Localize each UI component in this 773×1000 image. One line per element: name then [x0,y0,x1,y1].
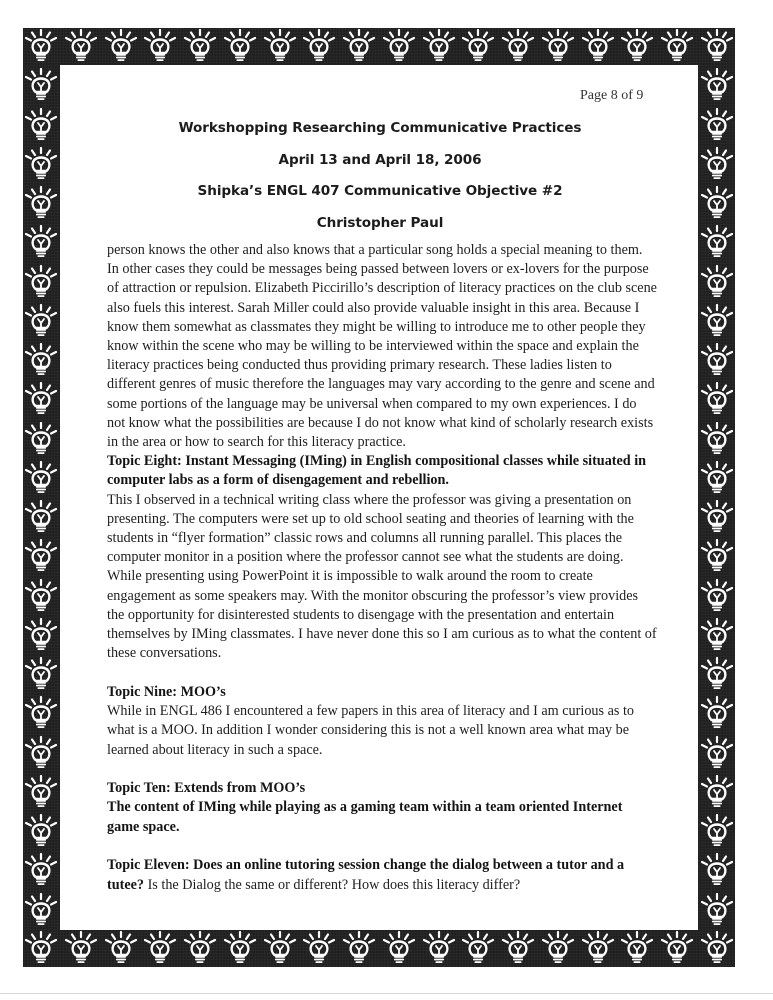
lightbulb-icon [699,185,735,221]
lightbulb-icon [699,695,735,731]
topic-eleven-heading: Topic Eleven: Does an online tutoring session change the dialog between a tutor and a tutee? [107,857,625,893]
lightbulb-icon [699,107,735,143]
lightbulb-icon [23,892,59,928]
lightbulb-icon [262,930,298,966]
lightbulb-icon [699,930,735,966]
topic-eleven-text: Is the Dialog the same or different? How does this literacy differ? [144,876,521,893]
lightbulb-icon [23,695,59,731]
lightbulb-icon [341,28,377,64]
lightbulb-icon [699,224,735,260]
lightbulb-icon [23,852,59,888]
lightbulb-icon [699,774,735,810]
lightbulb-icon [23,617,59,653]
lightbulb-icon [699,656,735,692]
author-name: Christopher Paul [316,214,444,231]
lightbulb-icon [182,28,218,64]
lightbulb-icon [23,185,59,221]
lightbulb-icon [699,892,735,928]
topic-eight-text: This I observed in a technical writing class where the professor was giving a presentation on presenting. The computers were set up to old school seating and theories of learning with the students in “flyer formation” classic rows and columns all running parallel. This places the computer monitor in a position where the professor cannot see what the students are doing. While presenting using PowerPoint it is impossible to walk around the room to create engagement as some speakers may. With the monitor obscuring the professor’s view provides the opportunity for disinterested students to disengage with the presentation and entertain themselves by IMing classmates. I have never done this so I am curious as to what the content of these conversations. [107,491,657,662]
topic-ten-heading: Topic Ten: Extends from MOO’s [107,780,306,797]
lightbulb-icon [23,813,59,849]
lightbulb-icon [23,224,59,260]
lightbulb-icon [699,617,735,653]
lightbulb-icon [63,28,99,64]
lightbulb-icon [23,656,59,692]
lightbulb-icon [699,813,735,849]
lightbulb-icon [301,28,337,64]
lightbulb-icon [619,28,655,64]
lightbulb-icon [23,538,59,574]
lightbulb-icon [381,930,417,966]
lightbulb-icon [580,28,616,64]
topic-eight-heading: Topic Eight: Instant Messaging (IMing) in English compositional classes while situated in computer labs as a form of disengagement and rebellion. [107,453,647,489]
lightbulb-icon [142,28,178,64]
lightbulb-icon [103,930,139,966]
document-header [100,117,660,243]
lightbulb-icon [23,421,59,457]
lightbulb-icon [699,381,735,417]
course-objective: Shipka’s ENGL 407 Communicative Objective #2 [197,183,563,199]
lightbulb-icon [699,578,735,614]
lightbulb-icon [500,28,536,64]
lightbulb-icon [23,303,59,339]
lightbulb-icon [142,930,178,966]
document-body [107,241,657,895]
topic-nine-text: While in ENGL 486 I encountered a few papers in this area of literacy and I am curious as to what is a MOO. In addition I wonder considering this is not a well known area what may be learned about literacy in such a space. [107,703,634,758]
lightbulb-icon [23,28,59,64]
lightbulb-icon [222,28,258,64]
lightbulb-icon [222,930,258,966]
lightbulb-icon [23,499,59,535]
lightbulb-icon [460,28,496,64]
lightbulb-icon [23,930,59,966]
paragraph-gap [107,663,657,683]
lightbulb-icon [699,146,735,182]
topic-ten-subheading: The content of IMing while playing as a gaming team within a team oriented Internet game space. [107,799,623,835]
lightbulb-icon [23,67,59,103]
document-dates: April 13 and April 18, 2006 [278,151,482,168]
lightbulb-icon [421,28,457,64]
lightbulb-icon [23,264,59,300]
lightbulb-icon [381,28,417,64]
lightbulb-icon [699,67,735,103]
lightbulb-icon [23,381,59,417]
document-title: Workshopping Researching Communicative Practices [178,120,582,136]
paragraph-gap [107,837,657,857]
page-number: Page 8 of 9 [580,88,644,103]
lightbulb-icon [500,930,536,966]
lightbulb-icon [103,28,139,64]
topic-nine-heading: Topic Nine: MOO’s [107,683,226,700]
lightbulb-icon [699,460,735,496]
intro-paragraph: person knows the other and also knows that a particular song holds a special meaning to them. In other cases they could be messages being passed between lovers or ex-lovers for the purpose of attraction or repulsion. Elizabeth Piccirillo’s description of literacy practices on the club scene also fuels this interest. Sarah Miller could also provide valuable insight in this area. Because I know them somewhat as classmates they might be willing to introduce me to other people they know within the scene who may be willing to be interviewed within the space and explain the literacy practices being conducted thus providing primary research. These ladies listen to different genres of music therefore the languages may vary according to the genre and scene and some portions of the language may be universal when compared to my own experiences. I do not know what the possibilities are because I do not know what kind of scholarly research exists in the area or how to search for this literacy practice. [107,242,657,451]
lightbulb-icon [540,930,576,966]
lightbulb-icon [699,735,735,771]
lightbulb-icon [699,264,735,300]
lightbulb-icon [23,578,59,614]
lightbulb-icon [540,28,576,64]
paragraph-gap [107,760,657,780]
lightbulb-icon [659,28,695,64]
lightbulb-icon [23,342,59,378]
lightbulb-icon [659,930,695,966]
topic-eleven-paragraph [107,856,657,894]
lightbulb-icon [699,421,735,457]
lightbulb-icon [301,930,337,966]
lightbulb-icon [341,930,377,966]
lightbulb-icon [460,930,496,966]
lightbulb-icon [23,774,59,810]
lightbulb-icon [699,28,735,64]
lightbulb-icon [699,538,735,574]
lightbulb-icon [23,460,59,496]
lightbulb-icon [421,930,457,966]
lightbulb-icon [619,930,655,966]
lightbulb-icon [182,930,218,966]
lightbulb-icon [262,28,298,64]
scan-edge-line [0,993,773,994]
lightbulb-icon [23,735,59,771]
lightbulb-icon [699,499,735,535]
lightbulb-icon [580,930,616,966]
lightbulb-icon [699,342,735,378]
lightbulb-icon [699,303,735,339]
lightbulb-icon [699,852,735,888]
lightbulb-icon [23,107,59,143]
lightbulb-icon [23,146,59,182]
lightbulb-icon [63,930,99,966]
